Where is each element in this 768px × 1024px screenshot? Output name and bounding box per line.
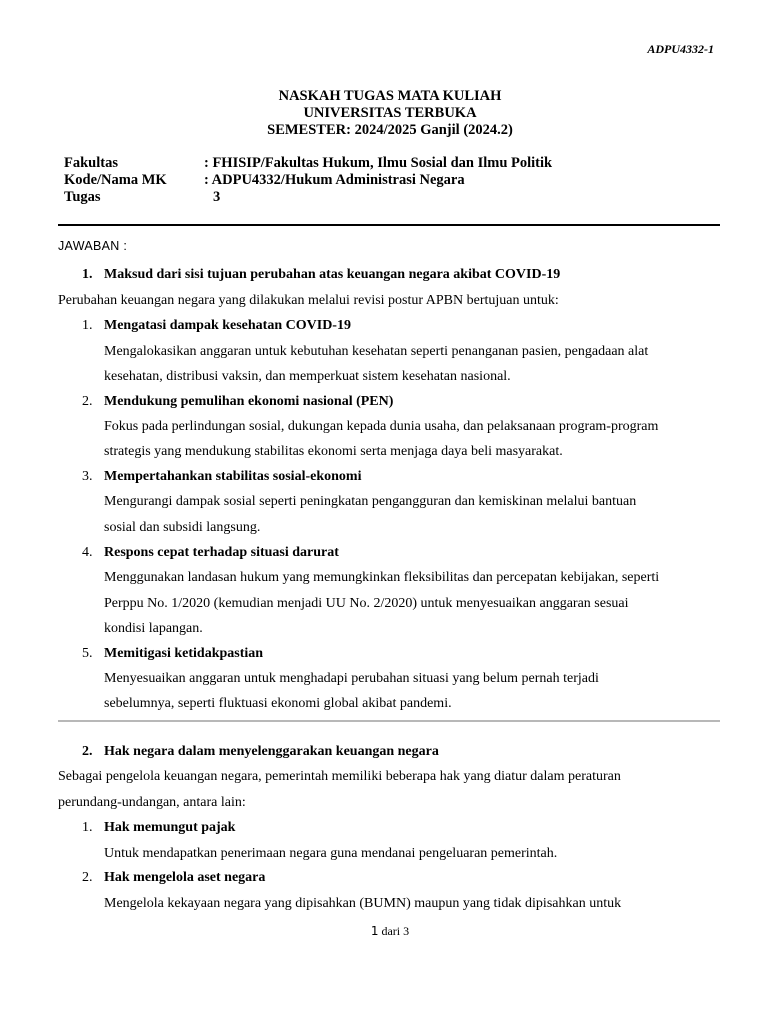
q1-item-1-text: kesehatan, distribusi vaksin, dan memperkuat sistem kesehatan nasional. [104,369,511,384]
q1-heading: Maksud dari sisi tujuan perubahan atas keuangan negara akibat COVID-19 [104,267,561,282]
q1-item-5-text: sebelumnya, seperti fluktuasi ekonomi global akibat pandemi. [104,696,452,711]
doc-title-line-3: SEMESTER: 2024/2025 Ganjil (2024.2) [267,122,513,138]
q2-intro: Sebagai pengelola keuangan negara, pemerintah memiliki beberapa hak yang diatur dalam peraturan [58,769,621,784]
info-label: Tugas [64,189,101,205]
section-divider [58,720,720,722]
q2-item-2-text: Mengelola kekayaan negara yang dipisahkan (BUMN) maupun yang tidak dipisahkan untuk [104,896,622,911]
q1-item-3-title: Mempertahankan stabilitas sosial-ekonomi [104,469,362,484]
page-number: 1 [370,924,379,938]
q1-item-3-text: sosial dan subsidi langsung. [104,520,261,535]
q1-item-5-text: Menyesuaikan anggaran untuk menghadapi perubahan situasi yang belum pernah terjadi [104,671,599,686]
q1-item-1-text: Mengalokasikan anggaran untuk kebutuhan kesehatan seperti penanganan pasien, pengadaan alat [104,344,649,359]
q1-item-3-text: Mengurangi dampak sosial seperti peningkatan pengangguran dan kemiskinan melalui bantuan [104,494,637,509]
q1-item-2-number: 2. [82,394,93,409]
q2-item-1-title: Hak memungut pajak [104,820,236,835]
info-row-tugas [64,189,220,206]
q2-item-2-number: 2. [82,870,93,885]
q1-item-1-number: 1. [82,318,93,333]
q1-item-2-text: Fokus pada perlindungan sosial, dukungan kepada dunia usaha, dan pelaksanaan program-program [104,419,659,434]
q1-item-2-title: Mendukung pemulihan ekonomi nasional (PEN) [104,394,394,409]
info-value: 3 [213,189,221,205]
q1-item-4-text: Perppu No. 1/2020 (kemudian menjadi UU No. 2/2020) untuk menyesuaikan anggaran sesuai [104,596,629,611]
q2-item-1-text: Untuk mendapatkan penerimaan negara guna mendanai pengeluaran pemerintah. [104,846,558,861]
q2-item-2-title: Hak mengelola aset negara [104,870,266,885]
q1-item-3-number: 3. [82,469,93,484]
q1-item-1-title: Mengatasi dampak kesehatan COVID-19 [104,318,351,333]
info-row-kode-mk [64,172,465,189]
doc-title-line-2: UNIVERSITAS TERBUKA [303,105,477,121]
q1-item-4-text: Menggunakan landasan hukum yang memungkinkan fleksibilitas dan percepatan kebijakan, seperti [104,570,660,585]
q1-item-4-text: kondisi lapangan. [104,621,203,636]
answer-label: JAWABAN : [58,239,128,253]
q1-item-5-number: 5. [82,646,93,661]
q1-number: 1. [82,267,93,282]
q2-number: 2. [82,744,93,759]
header-divider [58,224,720,226]
q2-heading: Hak negara dalam menyelenggarakan keuangan negara [104,744,439,759]
info-label: Kode/Nama MK [64,172,167,188]
info-value: : FHISIP/Fakultas Hukum, Ilmu Sosial dan Ilmu Politik [204,155,553,171]
doc-title-line-1: NASKAH TUGAS MATA KULIAH [278,88,502,104]
q1-item-5-title: Memitigasi ketidakpastian [104,646,264,661]
q1-item-4-number: 4. [82,545,93,560]
info-value: : ADPU4332/Hukum Administrasi Negara [204,172,465,188]
page-footer [0,924,768,939]
q1-item-4-title: Respons cepat terhadap situasi darurat [104,545,339,560]
q1-intro: Perubahan keuangan negara yang dilakukan melalui revisi postur APBN bertujuan untuk: [58,293,559,308]
document-code: ADPU4332-1 [647,42,714,56]
q2-item-1-number: 1. [82,820,93,835]
q1-item-2-text: strategis yang mendukung stabilitas ekonomi serta menjaga daya beli masyarakat. [104,444,563,459]
page-total: dari 3 [381,924,410,938]
q2-intro: perundang-undangan, antara lain: [58,795,246,810]
info-label: Fakultas [64,155,118,171]
info-row-fakultas [64,155,552,172]
